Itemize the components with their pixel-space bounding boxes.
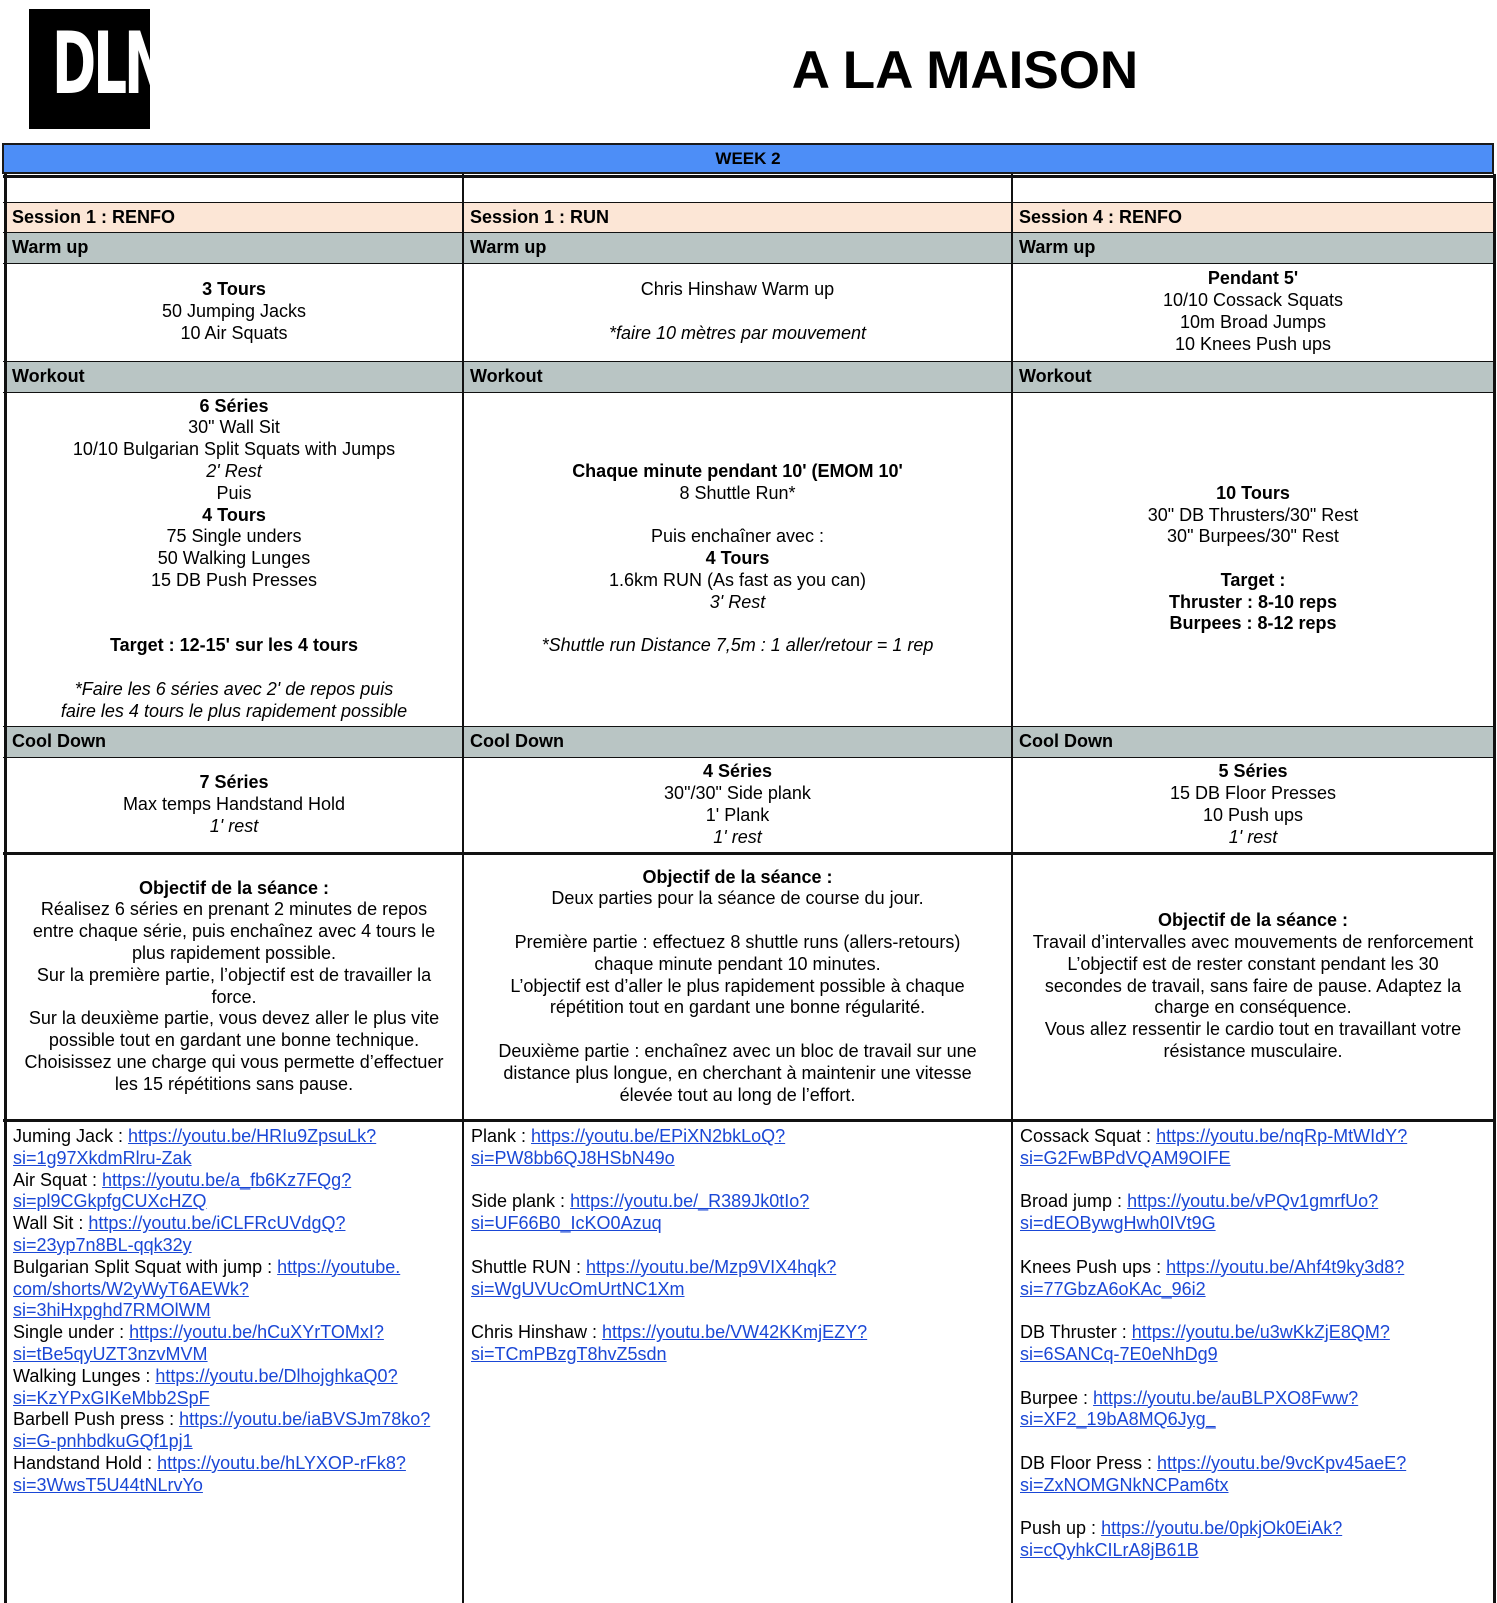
text-line: 75 Single unders <box>166 526 302 547</box>
video-link[interactable]: si=6SANCq-7E0eNhDg9 <box>1020 1343 1218 1364</box>
text-line: 10 Push ups <box>1202 805 1304 825</box>
col2-cooldown-header: Cool Down <box>463 726 1012 757</box>
video-link[interactable]: https://youtu.be/Ahf4t9ky3d8? <box>1166 1256 1405 1277</box>
video-link[interactable]: https://youtu.be/iaBVSJm78ko? <box>179 1409 431 1430</box>
text-line: Objectif de la séance : <box>1157 910 1349 931</box>
text-line: 1' rest <box>209 815 259 836</box>
exercise-label: DB Floor Press : <box>1020 1452 1158 1473</box>
text-line: *faire 10 mètres par mouvement <box>608 322 867 343</box>
video-link[interactable]: si=G2FwBPdVQAM9OIFE <box>1020 1147 1231 1168</box>
link-line <box>1020 1518 1488 1540</box>
video-link[interactable]: https://youtu.be/iCLFRcUVdgQ? <box>88 1213 346 1234</box>
link-line <box>1020 1279 1488 1301</box>
text-line: entre chaque série, puis enchaînez avec 4 tours le <box>32 921 436 942</box>
row-divider <box>3 361 1496 362</box>
text-line: 1' Plank <box>705 805 770 825</box>
link-line <box>1020 1148 1488 1170</box>
col2-warmup-header: Warm up <box>463 232 1012 263</box>
text-line: Sur la première partie, l’objectif est de travailler la <box>36 964 432 985</box>
text-line: possible tout en gardant une bonne technique. <box>48 1030 420 1051</box>
text-line: 10/10 Bulgarian Split Squats with Jumps <box>72 439 396 460</box>
text-line: 10/10 Cossack Squats <box>1162 290 1344 311</box>
exercise-label: Shuttle RUN : <box>471 1256 587 1277</box>
exercise-label: Burpee : <box>1020 1387 1094 1408</box>
col3-session-header: Session 4 : RENFO <box>1012 202 1494 232</box>
row-divider <box>3 1119 1496 1122</box>
exercise-label: Barbell Push press : <box>13 1409 180 1430</box>
video-link[interactable]: https://youtu.be/nqRp-MtWIdY? <box>1156 1126 1408 1146</box>
exercise-label: Air Squat : <box>13 1169 103 1190</box>
link-line <box>13 1257 457 1279</box>
text-line: Burpees : 8-12 reps <box>1169 613 1337 634</box>
text-line: 15 DB Floor Presses <box>1169 783 1337 804</box>
text-line: Pendant 5' <box>1207 268 1299 289</box>
text-line: Puis <box>216 482 252 503</box>
text-line: 30"/30" Side plank <box>664 783 811 804</box>
link-line <box>1020 1540 1488 1562</box>
video-link[interactable]: si=23yp7n8BL-qqk32y <box>13 1234 192 1255</box>
link-line <box>13 1148 457 1170</box>
text-line: L’objectif est d’aller le plus rapidement possible à chaque <box>510 975 965 996</box>
col3-warmup-content <box>1012 263 1494 361</box>
video-link[interactable]: https://youtu.be/_R389Jk0tIo? <box>570 1191 810 1212</box>
col2-video-links <box>463 1120 1012 1603</box>
video-link[interactable]: si=77GbzA6oKAc_96i2 <box>1020 1278 1206 1299</box>
text-line: 2' Rest <box>206 460 262 481</box>
video-link[interactable]: https://youtu.be/hCuXYrTOMxI? <box>129 1322 384 1343</box>
text-line: 10m Broad Jumps <box>1179 312 1327 332</box>
link-line <box>471 1257 1006 1279</box>
text-line: Sur la deuxième partie, vous devez aller le plus vite <box>28 1008 440 1029</box>
exercise-label: Knees Push ups : <box>1020 1256 1167 1277</box>
col2-cooldown-content <box>463 757 1012 853</box>
link-line <box>13 1191 457 1213</box>
text-line: 7 Séries <box>199 772 269 793</box>
col1-workout-content <box>5 392 463 726</box>
text-line: chaque minute pendant 10 minutes. <box>594 953 881 974</box>
link-line <box>1020 1366 1488 1388</box>
link-line <box>13 1170 457 1192</box>
week-header: WEEK 2 <box>2 143 1494 174</box>
exercise-label: Chris Hinshaw : <box>471 1322 603 1343</box>
col2-workout-content <box>463 392 1012 726</box>
col3-cooldown-header: Cool Down <box>1012 726 1494 757</box>
text-line: 4 Séries <box>702 761 773 782</box>
link-line <box>1020 1213 1488 1235</box>
link-line <box>13 1322 457 1344</box>
link-line <box>13 1300 457 1322</box>
text-line: Deux parties pour la séance de course du jour. <box>551 888 924 909</box>
exercise-label: Handstand Hold : <box>13 1452 158 1473</box>
video-link[interactable]: si=tBe5qyUZT3nzvMVM <box>13 1343 208 1364</box>
text-line: Objectif de la séance : <box>642 866 833 887</box>
col3-objective-content <box>1012 853 1494 1120</box>
logo-text: DLN <box>51 14 166 114</box>
link-line <box>1020 1170 1488 1192</box>
exercise-label: Single under : <box>13 1322 130 1343</box>
link-line <box>13 1279 457 1301</box>
link-line <box>471 1344 1006 1366</box>
link-line <box>471 1213 1006 1235</box>
col3-warmup-header: Warm up <box>1012 232 1494 263</box>
video-link[interactable]: si=KzYPxGIKeMbb2SpF <box>13 1387 210 1408</box>
col1-video-links <box>5 1120 463 1603</box>
link-line <box>13 1213 457 1235</box>
text-line: force. <box>211 986 257 1007</box>
video-link[interactable]: https://youtu.be/0pkjOk0EiAk? <box>1101 1518 1343 1539</box>
text-line: 8 Shuttle Run* <box>679 482 796 503</box>
text-line: charge en conséquence. <box>1154 997 1352 1018</box>
text-line: 50 Walking Lunges <box>157 548 311 569</box>
video-link[interactable]: https://youtu.be/auBLPXO8Fww? <box>1093 1387 1359 1408</box>
col1-workout-header: Workout <box>5 361 463 392</box>
link-line <box>13 1409 457 1431</box>
text-line: 50 Jumping Jacks <box>161 301 307 322</box>
link-line <box>471 1170 1006 1192</box>
text-line: Choisissez une charge qui vous permette d’effectuer <box>24 1051 444 1072</box>
text-line: élevée tout au long de l’effort. <box>619 1084 856 1105</box>
video-link[interactable]: https://youtu.be/VW42KKmjEZY? <box>602 1322 868 1343</box>
link-line <box>471 1300 1006 1322</box>
text-line: Chaque minute pendant 10' (EMOM 10' <box>572 460 903 481</box>
video-link[interactable]: si=XF2_19bA8MQ6Jyg_ <box>1020 1409 1216 1430</box>
text-line: Vous allez ressentir le cardio tout en travaillant votre <box>1044 1019 1462 1040</box>
video-link[interactable]: si=1g97XkdmRlru-Zak <box>13 1147 192 1168</box>
video-link[interactable]: si=dEOBywgHwh0IVt9G <box>1020 1213 1216 1234</box>
row-divider <box>3 175 1496 178</box>
link-line <box>13 1235 457 1257</box>
exercise-label: Bulgarian Split Squat with jump : <box>13 1256 278 1277</box>
text-line: L’objectif est de rester constant pendant les 30 <box>1067 953 1439 974</box>
link-line <box>1020 1126 1488 1148</box>
video-link[interactable]: https://youtu.be/DlhojghkaQ0? <box>155 1365 398 1386</box>
video-link[interactable]: si=TCmPBzgT8hvZ5sdn <box>471 1343 667 1364</box>
video-link[interactable]: https://youtu.be/EPiXN2bkLoQ? <box>531 1126 786 1146</box>
text-line: 3 Tours <box>202 279 266 300</box>
row-divider <box>3 852 1496 855</box>
link-line <box>1020 1300 1488 1322</box>
exercise-label: Push up : <box>1020 1518 1102 1539</box>
row-divider <box>3 392 1496 393</box>
exercise-label: Broad jump : <box>1020 1191 1128 1212</box>
col1-warmup-content <box>5 263 463 361</box>
link-line <box>13 1344 457 1366</box>
text-line: secondes de travail, sans faire de pause. Adaptez la <box>1044 975 1462 996</box>
page-title: A LA MAISON <box>791 41 1139 100</box>
link-line <box>1020 1453 1488 1475</box>
link-line <box>471 1279 1006 1301</box>
text-line: faire les 4 tours le plus rapidement possible <box>60 700 408 721</box>
video-link[interactable]: si=3hiHxpghd7RMOlWM <box>13 1300 211 1321</box>
link-line <box>471 1235 1006 1257</box>
text-line: 10 Knees Push ups <box>1174 333 1332 354</box>
video-link[interactable]: https://youtu.be/9vcKpv45aeE? <box>1157 1452 1407 1473</box>
text-line: plus rapidement possible. <box>131 942 337 963</box>
link-line <box>13 1475 457 1497</box>
exercise-label: Juming Jack : <box>13 1126 129 1146</box>
col3-workout-header: Workout <box>1012 361 1494 392</box>
text-line: 1.6km RUN (As fast as you can) <box>608 569 867 590</box>
link-line <box>1020 1475 1488 1497</box>
row-divider <box>3 757 1496 758</box>
exercise-label: DB Thruster : <box>1020 1322 1132 1343</box>
column-divider <box>1011 174 1013 1603</box>
text-line: 10 Air Squats <box>180 322 288 343</box>
video-link[interactable]: si=G-pnhbdkuGQf1pj1 <box>13 1431 193 1452</box>
text-line: 6 Séries <box>199 395 269 416</box>
exercise-label: Walking Lunges : <box>13 1365 156 1386</box>
video-link[interactable]: si=cQyhkCILrA8jB61B <box>1020 1540 1199 1561</box>
text-line: 30" Burpees/30" Rest <box>1167 526 1339 547</box>
column-divider <box>4 174 7 1603</box>
column-divider <box>1493 174 1496 1603</box>
video-link[interactable]: si=ZxNOMGNkNCPam6tx <box>1020 1474 1229 1495</box>
video-link[interactable]: si=WgUVUcOmUrtNC1Xm <box>471 1278 685 1299</box>
row-divider <box>3 726 1496 727</box>
col1-cooldown-content <box>5 757 463 853</box>
link-line <box>471 1148 1006 1170</box>
row-divider <box>3 232 1496 233</box>
text-line: 30" DB Thrusters/30" Rest <box>1147 504 1359 525</box>
text-line: répétition tout en gardant une bonne régularité. <box>549 997 926 1018</box>
text-line: Target : <box>1220 569 1286 590</box>
video-link[interactable]: si=PW8bb6QJ8HSbN49o <box>471 1147 675 1168</box>
text-line: 10 Tours <box>1216 482 1290 503</box>
video-link[interactable]: https://youtu.be/hLYXOP-rFk8? <box>157 1452 406 1473</box>
text-line: Travail d’intervalles avec mouvements de renforcement <box>1032 932 1474 952</box>
col2-objective-content <box>463 853 1012 1120</box>
text-line: *Shuttle run Distance 7,5m : 1 aller/retour = 1 rep <box>541 635 934 656</box>
text-line: Target : 12-15' sur les 4 tours <box>109 635 359 656</box>
link-line <box>1020 1257 1488 1279</box>
link-line <box>471 1322 1006 1344</box>
text-line: *Faire les 6 séries avec 2' de repos puis <box>74 678 394 699</box>
link-line <box>13 1388 457 1410</box>
text-line: les 15 répétitions sans pause. <box>114 1073 354 1094</box>
text-line: 4 Tours <box>705 548 770 569</box>
text-line: 1' rest <box>713 826 762 847</box>
col1-cooldown-header: Cool Down <box>5 726 463 757</box>
exercise-label: Wall Sit : <box>13 1213 89 1234</box>
row-divider <box>3 202 1496 203</box>
link-line <box>1020 1409 1488 1431</box>
text-line: Deuxième partie : enchaînez avec un bloc de travail sur une <box>498 1040 977 1061</box>
text-line: Max temps Handstand Hold <box>122 794 346 815</box>
col1-session-header: Session 1 : RENFO <box>5 202 463 232</box>
video-link[interactable]: https://youtu.be/vPQv1gmrfUo? <box>1127 1191 1379 1212</box>
text-line: résistance musculaire. <box>1163 1040 1343 1061</box>
text-line: 30" Wall Sit <box>188 417 280 438</box>
col1-warmup-header: Warm up <box>5 232 463 263</box>
link-line <box>1020 1191 1488 1213</box>
video-link[interactable]: si=3WwsT5U44tNLrvYo <box>13 1474 203 1495</box>
video-link[interactable]: com/shorts/W2yWyT6AEWk? <box>13 1278 249 1299</box>
text-line: 5 Séries <box>1218 761 1288 782</box>
col2-workout-header: Workout <box>463 361 1012 392</box>
exercise-label: Side plank : <box>471 1191 571 1212</box>
text-line: 15 DB Push Presses <box>150 569 318 590</box>
video-link[interactable]: si=pl9CGkpfgCUXcHZQ <box>13 1191 207 1212</box>
column-divider <box>462 174 464 1603</box>
video-link[interactable]: si=UF66B0_IcKO0Azuq <box>471 1213 662 1234</box>
link-line <box>1020 1235 1488 1257</box>
text-line: 1' rest <box>1228 826 1278 847</box>
col3-cooldown-content <box>1012 757 1494 853</box>
video-link[interactable]: https://youtu.be/Mzp9VIX4hqk? <box>586 1256 837 1277</box>
video-link[interactable]: https://youtube. <box>277 1256 401 1277</box>
video-link[interactable]: https://youtu.be/u3wKkZjE8QM? <box>1131 1322 1390 1343</box>
text-line: Puis enchaîner avec : <box>650 526 825 547</box>
link-line <box>1020 1431 1488 1453</box>
text-line: 3' Rest <box>709 591 766 612</box>
link-line <box>1020 1388 1488 1410</box>
link-line <box>13 1431 457 1453</box>
text-line: 4 Tours <box>202 504 266 525</box>
link-line <box>1020 1497 1488 1519</box>
col1-objective-content <box>5 853 463 1120</box>
row-divider <box>3 263 1496 264</box>
link-line <box>1020 1322 1488 1344</box>
text-line: distance plus longue, en cherchant à maintenir une vitesse <box>503 1062 972 1083</box>
text-line: Thruster : 8-10 reps <box>1168 591 1338 612</box>
text-line: Objectif de la séance : <box>138 877 330 898</box>
col2-session-header: Session 1 : RUN <box>463 202 1012 232</box>
text-line: Première partie : effectuez 8 shuttle runs (allers-retours) <box>514 932 961 952</box>
link-line <box>13 1453 457 1475</box>
video-link[interactable]: https://youtu.be/a_fb6Kz7FQg? <box>102 1169 352 1190</box>
video-link[interactable]: https://youtu.be/HRIu9ZpsuLk? <box>128 1126 377 1146</box>
col3-workout-content <box>1012 392 1494 726</box>
link-line <box>13 1126 457 1148</box>
dln-logo <box>29 9 166 129</box>
link-line <box>13 1366 457 1388</box>
link-line <box>471 1191 1006 1213</box>
text-line: Réalisez 6 séries en prenant 2 minutes de repos <box>40 899 428 920</box>
exercise-label: Plank : <box>471 1126 532 1146</box>
col2-warmup-content <box>463 263 1012 361</box>
exercise-label: Cossack Squat : <box>1020 1126 1157 1146</box>
text-line: Chris Hinshaw Warm up <box>640 279 835 300</box>
link-line <box>471 1126 1006 1148</box>
col3-video-links <box>1012 1120 1494 1603</box>
link-line <box>1020 1344 1488 1366</box>
